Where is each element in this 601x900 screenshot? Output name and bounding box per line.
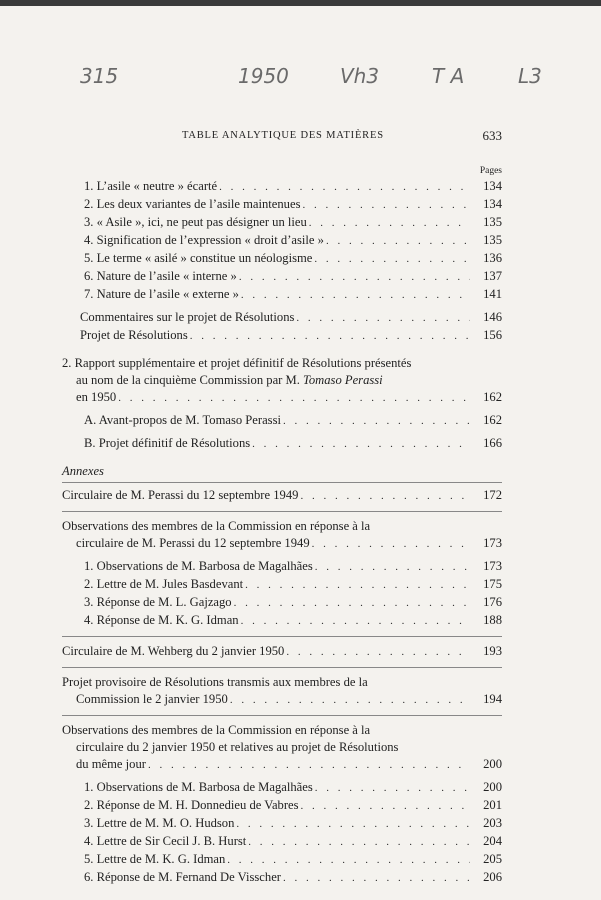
toc-entry-page: 204 <box>483 834 502 848</box>
toc-entry-page: 175 <box>483 577 502 591</box>
toc-entry-page: 201 <box>483 798 502 812</box>
toc-entry-text: Circulaire de M. Perassi du 12 septembre 1949 <box>62 488 299 502</box>
toc-entry <box>62 779 502 797</box>
toc-entry-text: 5. Lettre de M. K. G. Idman <box>84 852 226 866</box>
section-divider <box>62 715 502 716</box>
toc-entry <box>62 178 502 196</box>
annexes-heading: Annexes <box>62 464 104 478</box>
toc-entry-text: circulaire du 2 janvier 1950 et relatives au projet de Résolutions <box>76 740 399 754</box>
toc-entry-page: 162 <box>483 413 502 427</box>
toc-entry <box>62 214 502 232</box>
toc-entry-text: 1. Observations de M. Barbosa de Magalhães <box>84 780 313 794</box>
toc-entry-text: 2. Les deux variantes de l’asile maintenues <box>84 197 301 211</box>
toc-entry-text: Projet provisoire de Résolutions transmis aux membres de la <box>62 675 368 689</box>
author-name: Tomaso Perassi <box>303 373 383 387</box>
toc-entry-text: 3. Lettre de M. M. O. Hudson <box>84 816 235 830</box>
handwritten-note-5: L3 <box>518 64 542 88</box>
toc-entry <box>62 815 502 833</box>
toc-entry-text: 1. Observations de M. Barbosa de Magalhães <box>84 559 313 573</box>
toc-entry-page: 136 <box>483 251 502 265</box>
toc-entry-page: 172 <box>483 488 502 502</box>
toc-entry-multiline <box>62 722 502 774</box>
toc-entry <box>62 232 502 250</box>
toc-entry-page: 134 <box>483 179 502 193</box>
pages-column-label: Pages <box>479 166 502 176</box>
toc-entry-page: 205 <box>483 852 502 866</box>
handwritten-note-3: Vh3 <box>340 64 380 88</box>
toc-entry-page: 194 <box>483 692 502 706</box>
table-of-contents <box>62 178 502 887</box>
toc-entry-page: 188 <box>483 613 502 627</box>
toc-entry-text: 4. Signification de l’expression « droit d’asile » <box>84 233 324 247</box>
toc-entry-page: 134 <box>483 197 502 211</box>
toc-entry-text: 2. Lettre de M. Jules Basdevant <box>84 577 244 591</box>
toc-entry-page: 166 <box>483 436 502 450</box>
toc-entry-text-line2: au nom de la cinquième Commission par M. Tomaso Perassi <box>76 373 383 387</box>
toc-entry <box>62 869 502 887</box>
toc-entry-page: 173 <box>483 559 502 573</box>
toc-entry-text: Commission le 2 janvier 1950 <box>76 692 228 706</box>
toc-entry-page: 135 <box>483 233 502 247</box>
toc-entry-page: 156 <box>483 328 502 342</box>
toc-entry <box>62 309 502 327</box>
toc-entry-text: Commentaires sur le projet de Résolutions <box>80 310 295 324</box>
toc-entry-text: du même jour <box>76 757 146 771</box>
toc-entry-page: 203 <box>483 816 502 830</box>
toc-entry <box>62 833 502 851</box>
toc-entry-text: 2. Réponse de M. H. Donnedieu de Vabres <box>84 798 299 812</box>
toc-entry-text: 3. Réponse de M. L. Gajzago <box>84 595 232 609</box>
section-divider <box>62 636 502 637</box>
toc-entry-text: 2. Rapport supplémentaire et projet définitif de Résolutions présentés <box>62 356 412 370</box>
toc-entry-multiline <box>62 674 502 709</box>
toc-entry-text: 6. Réponse de M. Fernand De Visscher <box>84 870 281 884</box>
toc-entry-text: en 1950 <box>76 390 117 404</box>
toc-entry-page: 173 <box>483 536 502 550</box>
section-divider <box>62 482 502 483</box>
toc-entry-text: 1. L’asile « neutre » écarté <box>84 179 218 193</box>
toc-entry-text: Circulaire de M. Wehberg du 2 janvier 1950 <box>62 644 285 658</box>
toc-entry-page: 146 <box>483 310 502 324</box>
toc-entry-multiline <box>62 518 502 553</box>
toc-entry-text: 3. « Asile », ici, ne peut pas désigner un lieu <box>84 215 307 229</box>
toc-entry <box>62 576 502 594</box>
toc-entry <box>62 268 502 286</box>
toc-entry-page: 137 <box>483 269 502 283</box>
toc-entry <box>62 435 502 453</box>
toc-entry-text: 7. Nature de l’asile « externe » <box>84 287 239 301</box>
toc-entry <box>62 327 502 345</box>
toc-entry <box>62 286 502 304</box>
toc-entry-page: 135 <box>483 215 502 229</box>
toc-entry <box>62 250 502 268</box>
toc-entry <box>62 487 502 505</box>
toc-entry-text: 5. Le terme « asilé » constitue un néologisme <box>84 251 313 265</box>
section-divider <box>62 511 502 512</box>
toc-entry-report <box>62 355 502 407</box>
toc-entry-page: 200 <box>483 780 502 794</box>
handwritten-note-4: T A <box>432 64 465 88</box>
toc-entry-page: 141 <box>483 287 502 301</box>
toc-entry <box>62 643 502 661</box>
toc-entry-page: 162 <box>483 390 502 404</box>
toc-entry <box>62 612 502 630</box>
toc-entry-text: Projet de Résolutions <box>80 328 188 342</box>
toc-entry-page: 206 <box>483 870 502 884</box>
toc-entry <box>62 594 502 612</box>
toc-entry <box>62 196 502 214</box>
toc-entry-page: 176 <box>483 595 502 609</box>
handwritten-annotation <box>0 64 601 104</box>
toc-entry-text: Observations des membres de la Commission en réponse à la <box>62 519 371 533</box>
toc-entry-text: 6. Nature de l’asile « interne » <box>84 269 237 283</box>
toc-entry-text: 4. Réponse de M. K. G. Idman <box>84 613 239 627</box>
toc-entry <box>62 558 502 576</box>
handwritten-note-2: 1950 <box>238 64 289 88</box>
toc-entry-text: A. Avant-propos de M. Tomaso Perassi <box>84 413 281 427</box>
toc-entry <box>62 412 502 430</box>
scan-top-edge <box>0 0 601 6</box>
toc-entry-page: 193 <box>483 644 502 658</box>
toc-entry <box>62 797 502 815</box>
toc-entry-text: 4. Lettre de Sir Cecil J. B. Hurst <box>84 834 247 848</box>
toc-entry-text: B. Projet définitif de Résolutions <box>84 436 251 450</box>
page-header <box>62 130 502 150</box>
handwritten-note-1: 315 <box>80 64 119 88</box>
toc-entry-text: Observations des membres de la Commission en réponse à la <box>62 723 371 737</box>
toc-entry <box>62 851 502 869</box>
running-title: TABLE ANALYTIQUE DES MATIÈRES <box>182 130 384 141</box>
page-number: 633 <box>482 128 502 143</box>
toc-entry-text: circulaire de M. Perassi du 12 septembre 1949 <box>76 536 310 550</box>
toc-entry-page: 200 <box>483 757 502 771</box>
section-divider <box>62 667 502 668</box>
